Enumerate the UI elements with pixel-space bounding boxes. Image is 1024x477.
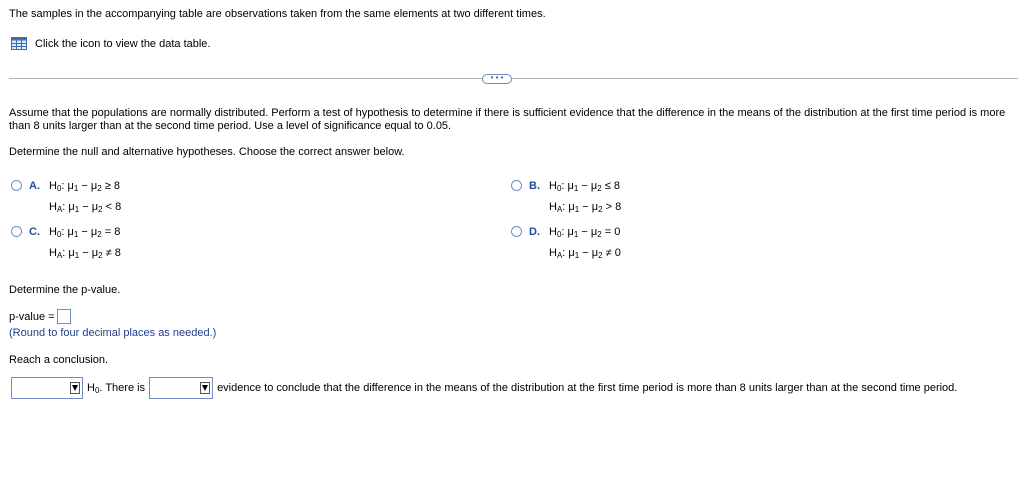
alternative-hypothesis: $H_A$: $\mu_1 - \mu_2 > 8$ [549,201,622,214]
radio-option-b[interactable] [511,180,522,191]
alternative-hypothesis: $H_A$: $\mu_1 - \mu_2 \ne 0$ [549,247,621,260]
evidence-statement: evidence to conclude that the difference in the means of the distribution at the first time period is more than 8 units larger than at the second time period. [217,382,958,394]
divider [9,78,1018,79]
option-letter: C. [29,226,40,238]
option-letter: B. [529,180,540,192]
more-button[interactable]: • • • [482,74,512,84]
intro-text: The samples in the accompanying table are observations taken from the same elements at two different times. [9,8,546,20]
h0-statement: $H_0$. There is [87,381,146,395]
table-link-label: Click the icon to view the data table. [35,37,211,50]
hypotheses-a [49,177,121,219]
null-hypothesis: $H_0$: $\mu_1 - \mu_2 = 0$ [549,226,621,239]
problem-paragraph: Assume that the populations are normally distributed. Perform a test of hypothesis to determine if there is sufficient evidence that the difference in the means of the distribution at the first time period is more than 8 units larger than at the second time period. Use a level of significance equal to 0.05. [9,107,1006,132]
evidence-dropdown[interactable] [149,377,213,399]
question-conclusion: Reach a conclusion. [9,354,109,366]
chevron-down-icon[interactable] [70,382,80,394]
hypotheses-b [549,177,621,219]
null-hypothesis: $H_0$: $\mu_1 - \mu_2 = 8$ [49,226,121,239]
reject-decision-dropdown[interactable] [11,377,83,399]
alternative-hypothesis: $H_A$: $\mu_1 - \mu_2 < 8$ [49,201,122,214]
radio-option-a[interactable] [11,180,22,191]
radio-option-c[interactable] [11,226,22,237]
conclusion-row [11,377,957,399]
radio-option-d[interactable] [511,226,522,237]
view-data-table-link[interactable] [11,37,210,50]
null-hypothesis: $H_0$: $\mu_1 - \mu_2 \le 8$ [549,180,620,193]
option-b[interactable] [511,180,621,219]
pvalue-label: p-value = [9,310,55,323]
chevron-down-icon[interactable] [200,382,210,394]
option-letter: A. [29,180,40,192]
pvalue-input[interactable] [57,309,71,324]
hypotheses-c [49,223,121,265]
option-a[interactable] [11,180,121,219]
hypotheses-d [549,223,621,265]
null-hypothesis: $H_0$: $\mu_1 - \mu_2 \ge 8$ [49,180,120,193]
table-icon[interactable] [11,37,27,50]
option-c[interactable] [11,226,121,265]
pvalue-row [9,309,71,324]
option-d[interactable] [511,226,621,265]
question-pvalue: Determine the p-value. [9,284,121,296]
option-letter: D. [529,226,540,238]
alternative-hypothesis: $H_A$: $\mu_1 - \mu_2 \ne 8$ [49,247,121,260]
round-note: (Round to four decimal places as needed.) [9,327,217,339]
question-hypotheses: Determine the null and alternative hypotheses. Choose the correct answer below. [9,146,405,158]
